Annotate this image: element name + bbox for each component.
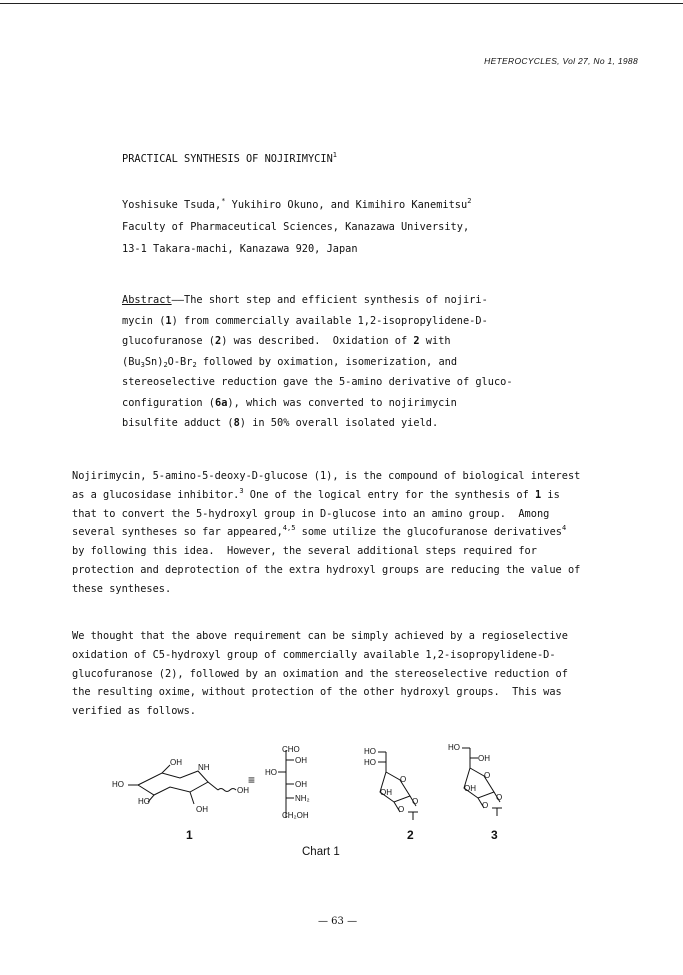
svg-text:NH₂: NH₂: [295, 794, 310, 803]
svg-text:HO: HO: [448, 743, 460, 752]
abstract: Abstract——The short step and efficient synthesis of nojiri- mycin (1) from commercially available 1,2-isopropylidene-D- glucofuranose (2) was described. Oxidation of 2 with $(Bu_3Sn)_2O-Br_2$ followed by oximation, isomerization, and stereoselective reduction gave the 5-amino derivative of gluco- configuration (6a), which was converted to nojirimycin bisulfite adduct (8) in 50% overall isolated yield.: [122, 294, 513, 429]
svg-text:OH: OH: [464, 784, 476, 793]
body-paragraph-1: Nojirimycin, 5-amino-5-deoxy-D-glucose (1), is the compound of biological interest as a glucosidase inhibitor.$^3$ One of the logical entry for the synthesis of 1 is that to convert the 5-hydroxyl group in D-glucose into an amino group. Among several syntheses so far appeared,$^{4,5}$ some utilize the glucofuranose derivatives$^4$ by following this idea. However, the several additional steps required for protection and deprotection of the extra hydroxyl groups are reducing the value of these syntheses.: [72, 470, 581, 595]
svg-text:O: O: [400, 775, 407, 784]
affiliation: Faculty of Pharmaceutical Sciences, Kanazawa University,: [122, 221, 470, 233]
svg-text:NH: NH: [198, 763, 210, 772]
authors: Yoshisuke Tsuda,* Yukihiro Okuno, and Kimihiro Kanemitsu$^2$: [122, 197, 472, 211]
body-paragraph-2: We thought that the above requirement can be simply achieved by a regioselective oxidation of C5-hydroxyl group of commercially available 1,2-isopropylidene-D- glucofuranose (2), followed by an oximation and the stereoselective reduction of the resulting oxime, without protection of the other hydroxyl groups. This was verified as follows.: [72, 630, 568, 718]
svg-text:O: O: [484, 771, 491, 780]
corresponding-star: *: [221, 197, 226, 205]
svg-text:O: O: [482, 801, 489, 810]
page-number: — 63 —: [318, 916, 358, 927]
chart-caption: Chart 1: [302, 846, 340, 858]
svg-text:HO: HO: [138, 797, 150, 806]
s1-oh-top: OH: [170, 758, 182, 767]
svg-text:OH: OH: [237, 786, 249, 795]
svg-text:HO: HO: [364, 758, 376, 767]
svg-text:OH: OH: [380, 788, 392, 797]
article-title: PRACTICAL SYNTHESIS OF NOJIRIMYCIN$^1$: [122, 151, 337, 165]
svg-text:O: O: [398, 805, 405, 814]
svg-text:O: O: [496, 793, 503, 802]
abstract-label: Abstract: [122, 294, 172, 306]
svg-text:CHO: CHO: [282, 745, 300, 754]
svg-text:HO: HO: [364, 747, 376, 756]
svg-text:OH: OH: [196, 805, 208, 814]
compound-number-3: 3: [491, 828, 498, 842]
compound-number-2: 2: [407, 828, 414, 842]
title-footnote-ref: 1: [332, 151, 337, 159]
svg-text:HO: HO: [112, 780, 124, 789]
svg-text:OH: OH: [295, 756, 307, 765]
journal-header: HETEROCYCLES, Vol 27, No 1, 1988: [484, 56, 638, 66]
compound-number-1: 1: [186, 828, 193, 842]
svg-text:O: O: [412, 797, 419, 806]
top-rule: [0, 3, 683, 4]
svg-text:HO: HO: [265, 768, 277, 777]
svg-text:OH: OH: [478, 754, 490, 763]
fischer-projection: [278, 750, 294, 818]
address: 13-1 Takara-machi, Kanazawa 920, Japan: [122, 243, 358, 255]
equiv-sign: ≡: [248, 773, 256, 787]
svg-text:CH₂OH: CH₂OH: [282, 811, 309, 820]
svg-text:OH: OH: [295, 780, 307, 789]
